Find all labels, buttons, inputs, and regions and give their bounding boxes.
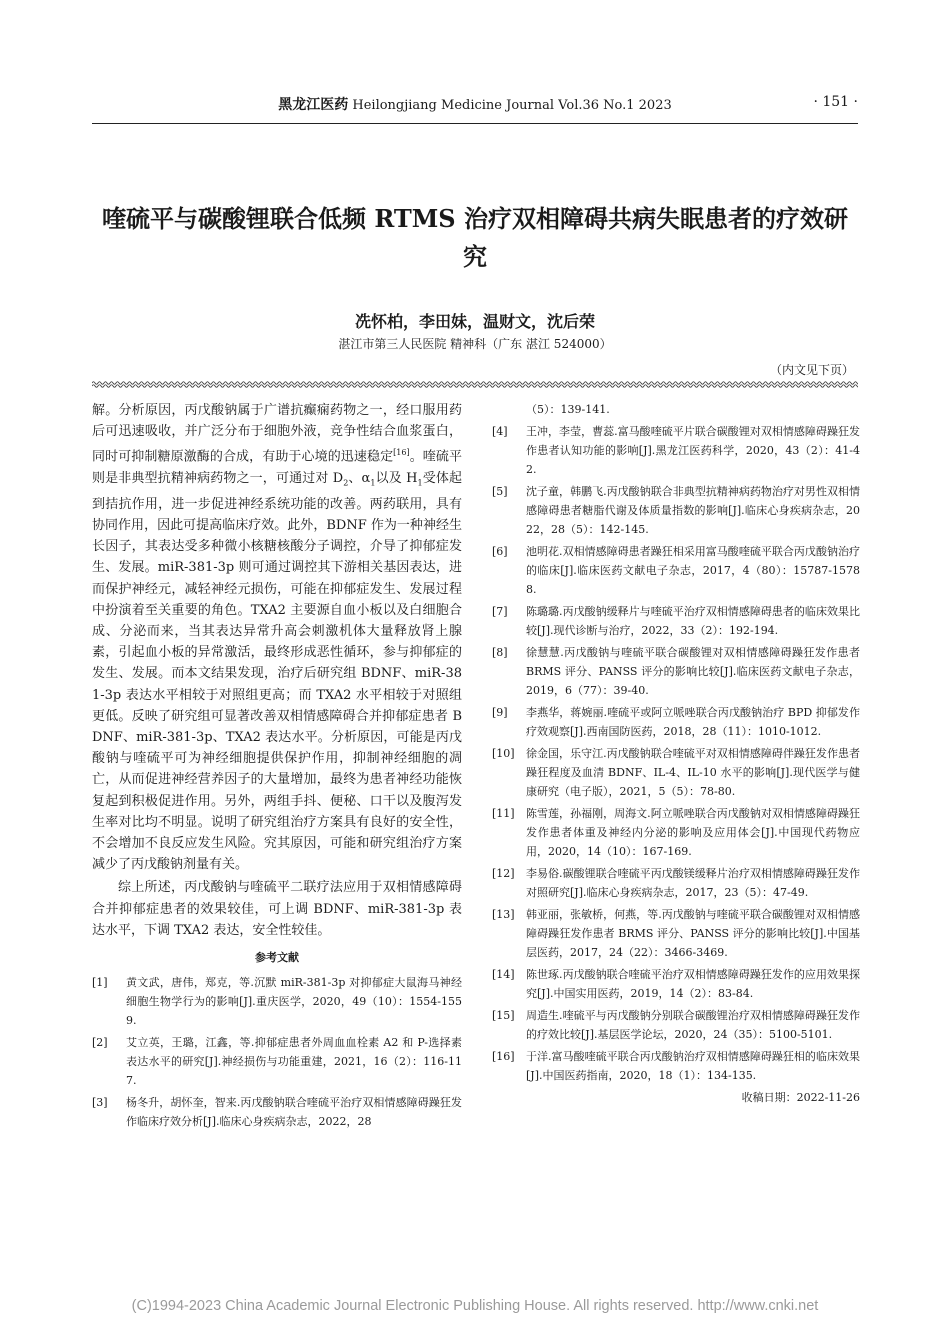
- reference-continuation: （5）：139-141.: [526, 403, 610, 416]
- reference-text: 陈雪莲，孙福刚，周海文.阿立哌唑联合丙戊酸钠对双相情感障碍躁狂发作患者体重及神经内分泌的影响及应用体会[J].中国现代药物应用，2020，14（10）：167-169.: [526, 807, 860, 858]
- reference-number: [5]: [492, 485, 508, 498]
- reference-number: [12]: [492, 867, 515, 880]
- journal-name: [92, 94, 858, 114]
- reference-text: 李易俗.碳酸锂联合喹硫平丙戊酸镁缓释片治疗双相情感障碍躁狂发作对照研究[J].临床心身疾病杂志，2017，23（5）：47-49.: [526, 867, 860, 899]
- reference-item: [492, 1047, 860, 1085]
- reference-item: [92, 1033, 462, 1090]
- reference-text: 王冲，李莹，曹蕊.富马酸喹硫平片联合碳酸锂对双相情感障碍躁狂发作患者认知功能的影响[J].黑龙江医药科学，2020，43（2）：41-42.: [526, 425, 860, 476]
- reference-text: 沈子童，韩鹏飞.丙戊酸钠联合非典型抗精神病药物治疗对男性双相情感障碍患者糖脂代谢及体质量指数的影响[J].临床心身疾病杂志，2022，28（5）：142-145.: [526, 485, 860, 536]
- subscript: 2: [343, 478, 349, 488]
- reference-item: [492, 1006, 860, 1044]
- reference-text: 杨冬升，胡怀奎，智来.丙戊酸钠联合喹硫平治疗双相情感障碍躁狂发作临床疗效分析[J].临床心身疾病杂志，2022，28: [126, 1096, 462, 1128]
- article-title: 喹硫平与碳酸锂联合低频 RTMS 治疗双相障碍共病失眠患者的疗效研究: [102, 204, 848, 271]
- body-text: 解。分析原因，丙戊酸钠属于广谱抗癫痫药物之一，经口服用药后可迅速吸收，并广泛分布于细胞外液，竞争性结合血浆蛋白，同时可抑制糖原激酶的合成，有助于心境的迅速稳定: [92, 403, 462, 465]
- reference-number: [15]: [492, 1009, 515, 1022]
- reference-item: [492, 804, 860, 861]
- reference-text: 徐金国，乐守江.丙戊酸钠联合喹硫平对双相情感障碍伴躁狂发作患者躁狂程度及血清 BDNF、IL-4、IL-10 水平的影响[J].现代医学与健康研究（电子版），2021，5（5）：78-80.: [526, 747, 860, 798]
- reference-text: 徐慧慧.丙戊酸钠与喹硫平联合碳酸锂对双相情感障碍躁狂发作患者 BRMS 评分、PANSS 评分的影响比较[J].临床医药文献电子杂志，2019，6（77）：39-40.: [526, 646, 860, 697]
- reference-text: 黄文武，唐伟，郑克，等.沉默 miR-381-3p 对抑郁症大鼠海马神经细胞生物学行为的影响[J].重庆医学，2020，49（10）：1554-1559.: [126, 976, 462, 1027]
- reference-item: [492, 703, 860, 741]
- left-column: [92, 400, 462, 1134]
- copyright-footer: (C)1994-2023 China Academic Journal Electronic Publishing House. All rights reserved. http://www.cnki.net: [131, 1298, 819, 1314]
- body-text: 以及 H: [375, 470, 418, 486]
- affiliation: 湛江市第三人民医院 精神科（广东 湛江 524000）: [338, 337, 612, 351]
- journal-name-en: Heilongjiang Medicine Journal Vol.36 No.1 2023: [352, 98, 672, 113]
- page-number: · 151 ·: [813, 94, 858, 110]
- journal-name-cn: 黑龙江医药: [278, 97, 349, 113]
- reference-number: [16]: [492, 1050, 515, 1063]
- reference-item: [492, 542, 860, 599]
- reference-number: [4]: [492, 425, 508, 438]
- subscript: 1: [370, 478, 376, 488]
- reference-text: 陈璐璐.丙戊酸钠缓释片与喹硫平治疗双相情感障碍患者的临床效果比较[J].现代诊断与治疗，2022，33（2）：192-194.: [526, 605, 860, 637]
- reference-number: [9]: [492, 706, 508, 719]
- reference-text: 于洋.富马酸喹硫平联合丙戊酸钠治疗双相情感障碍躁狂相的临床效果[J].中国医药指南，2020，18（1）：134-135.: [526, 1050, 860, 1082]
- body-paragraph-conclusion: 综上所述，丙戊酸钠与喹硫平二联疗法应用于双相情感障碍合并抑郁症患者的效果较佳，可上调 BDNF、miR-381-3p 表达水平，下调 TXA2 表达，安全性较佳。: [92, 880, 462, 938]
- references-heading: 参考文献: [255, 951, 299, 964]
- reference-number: [13]: [492, 908, 515, 921]
- subscript: 1: [417, 478, 423, 488]
- continued-note: （内文见下页）: [769, 363, 854, 377]
- reference-number: [10]: [492, 747, 515, 760]
- citation: [16]: [393, 448, 410, 458]
- reference-number: [6]: [492, 545, 508, 558]
- wavy-divider: [92, 380, 858, 388]
- body-text: 、α: [348, 470, 371, 486]
- right-column: [492, 400, 860, 1107]
- reference-item: [492, 482, 860, 539]
- reference-number: [11]: [492, 807, 515, 820]
- reference-text: 陈世琢.丙戊酸钠联合喹硫平治疗双相情感障碍躁狂发作的应用效果探究[J].中国实用医药，2019，14（2）：83-84.: [526, 968, 860, 1000]
- reference-text: 池明花.双相情感障碍患者躁狂相采用富马酸喹硫平联合丙戊酸钠治疗的临床[J].临床医药文献电子杂志，2017，4（80）：15787-15788.: [526, 545, 860, 596]
- body-text: 受体起到拮抗作用，进一步促进神经系统功能的改善。两药联用，具有协同作用，因此可提高临床疗效。此外，BDNF 作为一种神经生长因子，其表达受多种微小核糖核酸分子调控，介导了抑郁症发生、发展。miR-381-3p 则可通过调控其下游相关基因表达，进而保护神经元，减轻神经元损伤，可能在抑郁症发生、发展过程中扮演着至关重要的角色。TXA2 主要源自血小板以及白细胞合成、分泌而来，当其表达异常升高会刺激机体大量释放肾上腺素，引起血小板的异常激活，最终形成恶性循环，参与抑郁症的发生、发展。而本文结果发现，治疗后研究组 BDNF、miR-381-3p 表达水平相较于对照组更高；而 TXA2 水平相较于对照组更低。反映了研究组可显著改善双相情感障碍合并抑郁症患者 BDNF、miR-381-3p、TXA2 表达水平。分析原因，可能是丙戊酸钠与喹硫平可为神经细胞提供保护作用，抑制神经细胞的凋亡，从而促进神经营养因子的大量增加，最终为患者神经功能恢复起到积极促进作用。另外，两组手抖、便秘、口干以及腹泻发生率对比均不明显。说明了研究组治疗方案具有良好的安全性，不会增加不良反应发生风险。究其原因，可能和研究组治疗方案减少了丙戊酸钠剂量有关。: [92, 470, 462, 873]
- reference-number: [3]: [92, 1096, 108, 1109]
- header-rule: [92, 123, 858, 124]
- reference-item: [492, 965, 860, 1003]
- reference-number: [2]: [92, 1036, 108, 1049]
- author-list: 冼怀柏，李田妹，温财文，沈后荣: [354, 312, 595, 331]
- received-date: 收稿日期：2022-11-26: [741, 1091, 860, 1104]
- reference-item: [492, 744, 860, 801]
- reference-item: [492, 422, 860, 479]
- reference-item: [92, 1093, 462, 1131]
- reference-number: [7]: [492, 605, 508, 618]
- reference-item: [492, 905, 860, 962]
- body-text: 。喹硫平则是非典型抗精神病药物之一，可通过对 D: [92, 449, 462, 486]
- reference-number: [8]: [492, 646, 508, 659]
- reference-text: 周造生.喹硫平与丙戊酸钠分别联合碳酸锂治疗双相情感障碍躁狂发作的疗效比较[J].基层医学论坛，2020，24（35）：5100-5101.: [526, 1009, 860, 1041]
- reference-text: 艾立英，王璐，江鑫，等.抑郁症患者外周血血栓素 A2 和 P-选择素表达水平的研究[J].神经损伤与功能重建，2021，16（2）：116-117.: [126, 1036, 462, 1087]
- reference-list-left: [92, 973, 462, 1131]
- reference-item: [492, 643, 860, 700]
- reference-item: [492, 864, 860, 902]
- reference-number: [14]: [492, 968, 515, 981]
- body-paragraph: [92, 400, 462, 875]
- reference-item: [492, 602, 860, 640]
- reference-list-right: [492, 400, 860, 1085]
- running-header: [92, 94, 858, 116]
- reference-number: [1]: [92, 976, 108, 989]
- reference-item: [92, 973, 462, 1030]
- reference-text: 李燕华，蒋婉丽.喹硫平或阿立哌唑联合丙戊酸钠治疗 BPD 抑郁发作疗效观察[J].西南国防医药，2018，28（11）：1010-1012.: [526, 706, 860, 738]
- reference-text: 韩亚丽，张敏桥，何燕，等.丙戊酸钠与喹硫平联合碳酸锂对双相情感障碍躁狂发作患者 BRMS 评分、PANSS 评分的影响比较[J].中国基层医药，2017，24（22）：3466-3469.: [526, 908, 860, 959]
